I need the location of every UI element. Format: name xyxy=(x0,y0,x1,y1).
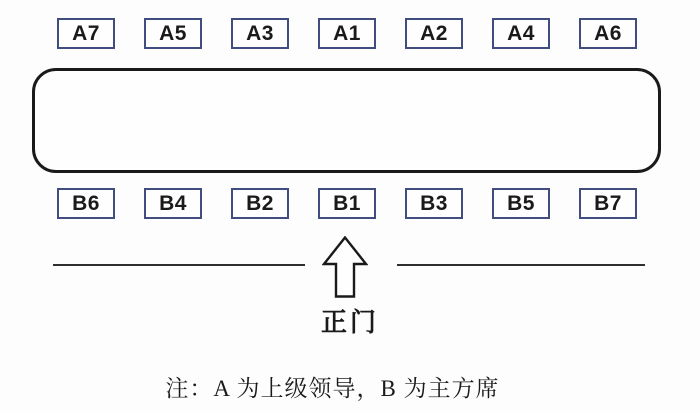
seat-label: A4 xyxy=(507,22,535,45)
entrance-label: 正门 xyxy=(320,307,379,337)
seat-label: A6 xyxy=(594,22,622,45)
seat-a3 xyxy=(231,18,289,49)
seat-label: B3 xyxy=(420,192,448,215)
seat-label: B2 xyxy=(246,192,274,215)
seat-b7 xyxy=(579,188,637,219)
seat-label: A7 xyxy=(72,22,100,45)
bottom-seat-row xyxy=(57,188,637,219)
seat-b5 xyxy=(492,188,550,219)
seat-label: A5 xyxy=(159,22,187,45)
seat-b1 xyxy=(318,188,376,219)
seat-label: A3 xyxy=(246,22,274,45)
wall-line-right xyxy=(397,264,645,266)
seat-b3 xyxy=(405,188,463,219)
seat-label: B4 xyxy=(159,192,187,215)
diagram-note: 注：A 为上级领导，B 为主方席 xyxy=(165,376,500,401)
seat-a7 xyxy=(57,18,115,49)
seat-label: B1 xyxy=(333,192,361,215)
seat-a4 xyxy=(492,18,550,49)
up-arrow-icon xyxy=(322,236,368,298)
seat-label: B6 xyxy=(72,192,100,215)
seat-a2 xyxy=(405,18,463,49)
seat-label: A1 xyxy=(333,22,361,45)
top-seat-row xyxy=(57,18,637,49)
seat-a5 xyxy=(144,18,202,49)
seat-label: B7 xyxy=(594,192,622,215)
seat-a6 xyxy=(579,18,637,49)
seat-a1 xyxy=(318,18,376,49)
seat-label: A2 xyxy=(420,22,448,45)
seat-b4 xyxy=(144,188,202,219)
seat-b6 xyxy=(57,188,115,219)
seat-b2 xyxy=(231,188,289,219)
seat-label: B5 xyxy=(507,192,535,215)
wall-line-left xyxy=(53,264,305,266)
banquet-table xyxy=(32,68,661,173)
